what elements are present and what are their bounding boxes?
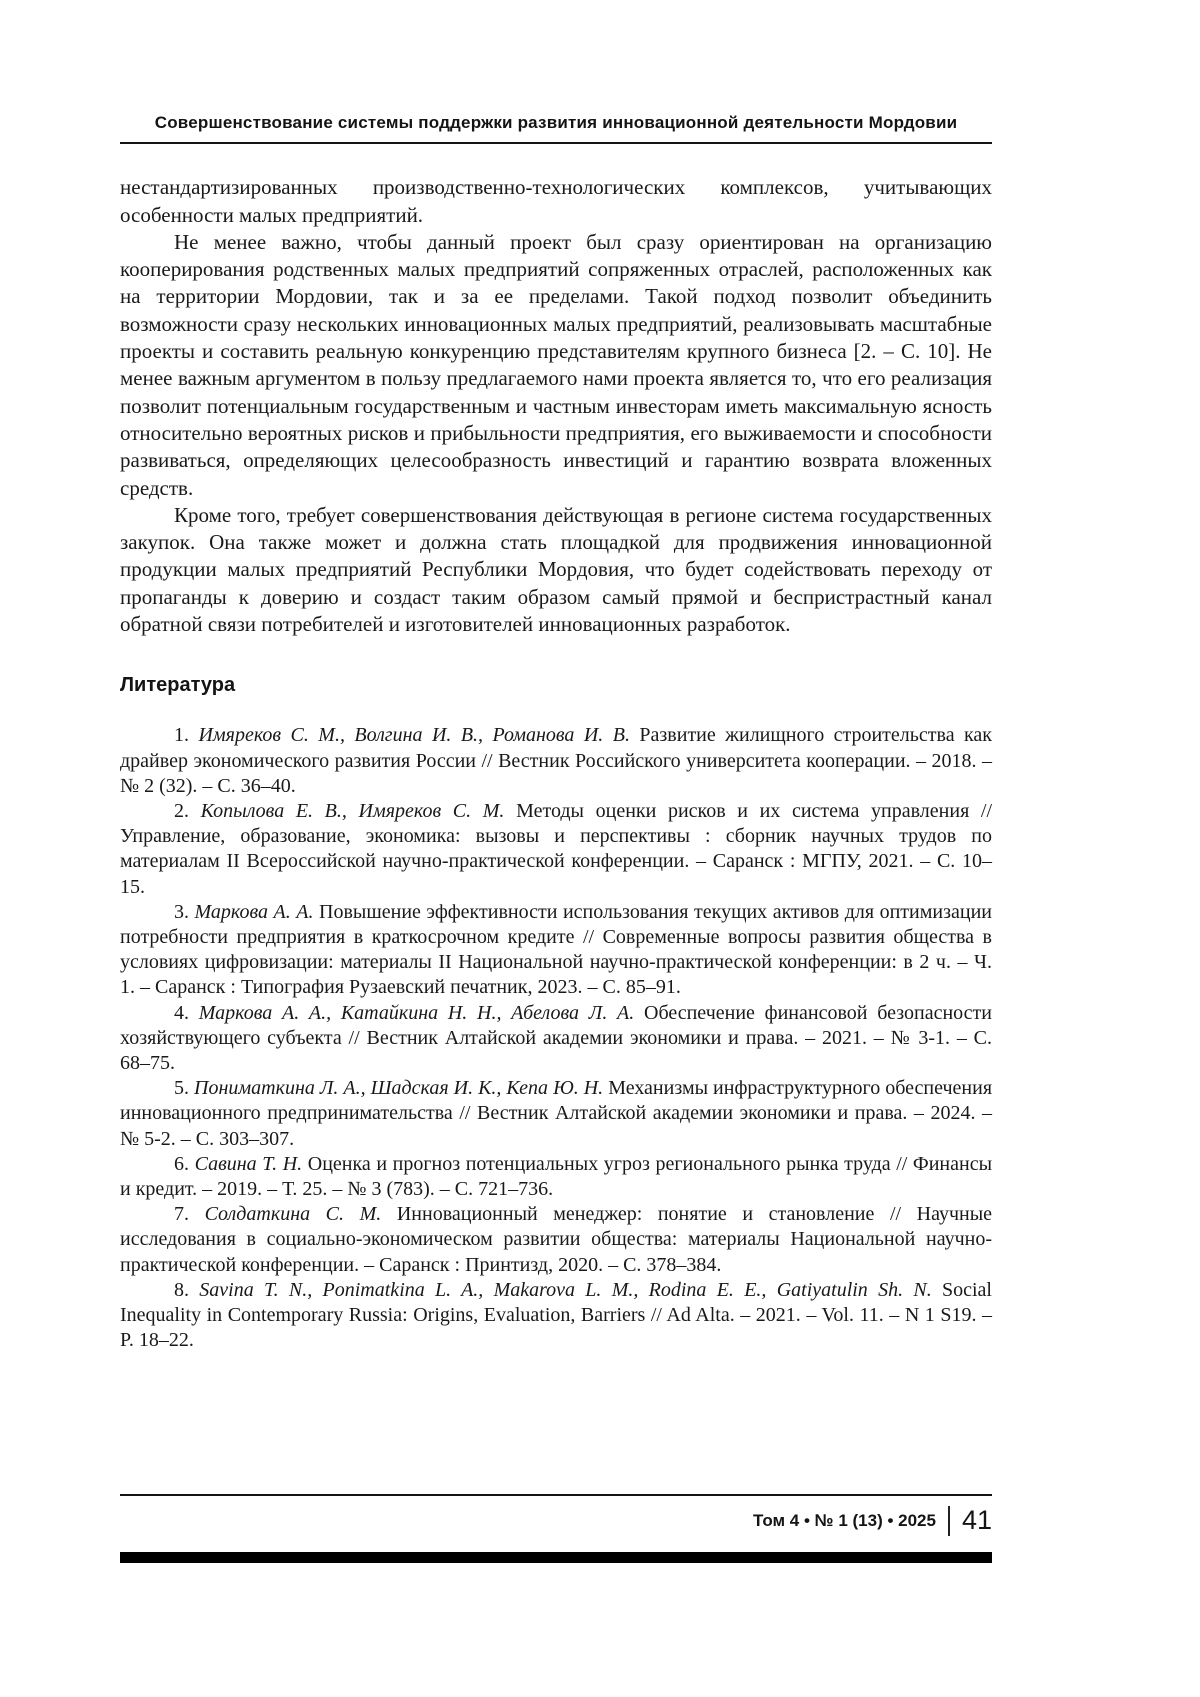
reference-number: 8. [174,1278,189,1301]
reference-item-5 [120,1076,992,1152]
reference-text: Развитие жилищного строительства как драйвер экономического развития России // Вестник Российского университета кооперации. – 2018. – № 2 (32). – С. 36–40. [120,724,993,797]
reference-number: 6. [174,1152,189,1175]
reference-number: 7. [174,1203,189,1226]
running-title: Совершенствование системы поддержки развития инновационной деятельности Мордовии [154,113,958,132]
reference-authors: Savina T. N., Ponimatkina L. A., Makarova L. M., Rodina E. E., Gatiyatulin Sh. N. [199,1278,932,1301]
reference-text: Повышение эффективности использования текущих активов для оптимизации потребности предприятия в краткосрочном кредите // Современные вопросы развития общества в условиях цифровизации: материалы II Национальной научно-практической конференции: в 2 ч. – Ч. 1. – Саранск : Типография Рузаевский печатник, 2023. – С. 85–91. [120,900,992,999]
issue-info: Том 4 • № 1 (13) • 2025 [753,1510,936,1530]
footer-line [120,1505,992,1536]
reference-authors: Имяреков С. М., Волгина И. В., Романова И. В. [198,724,630,747]
section-heading-literature: Литература [120,674,236,697]
reference-authors: Маркова А. А. [194,900,314,923]
reference-number: 2. [174,799,189,822]
reference-item-4 [120,1001,992,1077]
reference-text: Оценка и прогноз потенциальных угроз регионального рынка труда // Финансы и кредит. – 2019. – Т. 25. – № 3 (783). – С. 721–736. [120,1152,993,1200]
reference-text: Инновационный менеджер: понятие и становление // Научные исследования в социально-экономическом развитии общества: материалы Национальной научно-практической конференции. – Саранск : Принтизд, 2020. – С. 378–384. [120,1203,993,1276]
reference-number: 4. [174,1001,189,1024]
reference-text: Методы оценки рисков и их система управления // Управление, образование, экономика: вызовы и перспективы : сборник научных трудов по материалам II Всероссийской научно-практической конференции. – Саранск : МГПУ, 2021. – С. 10–15. [120,799,993,898]
reference-number: 5. [174,1077,189,1100]
reference-authors: Копылова Е. В., Имяреков С. М. [200,799,505,822]
page-number: 41 [961,1505,992,1535]
reference-item-8 [120,1278,992,1354]
body-paragraph-2: Не менее важно, чтобы данный проект был сразу ориентирован на организацию кооперирования родственных малых предприятий сопряженных отраслей, расположенных как на территории Мордовии, так и за ее пределами. Такой подход позволит объединить возможности сразу нескольких инновационных малых предприятий, реализовывать масштабные проекты и составить реальную конкуренцию представителям крупного бизнеса [2. – С. 10]. Не менее важным аргументом в пользу предлагаемого нами проекта является то, что его реализация позволит потенциальным государственным и частным инвесторам иметь максимальную ясность относительно вероятных рисков и прибыльности предприятия, его выживаемости и способности развиваться, определяющих целесообразность инвестиций и гарантию возврата вложенных средств. [120,229,992,500]
body-paragraph-3: Кроме того, требует совершенствования действующая в регионе система государственных закупок. Она также может и должна стать площадкой для продвижения инновационной продукции малых предприятий Республики Мордовия, что будет содействовать переходу от пропаганды к доверию и создаст таким образом самый прямой и беспристрастный канал обратной связи потребителей и изготовителей инновационных разработок. [120,502,992,636]
reference-text: Social Inequality in Contemporary Russia: Origins, Evaluation, Barriers // Ad Alta. – 2021. – Vol. 11. – N 1 S19. – P. 18–22. [120,1278,992,1352]
page-footer [120,1494,992,1536]
reference-authors: Маркова А. А., Катайкина Н. Н., Абелова Л. А. [198,1001,635,1024]
reference-text: Обеспечение финансовой безопасности хозяйствующего субъекта // Вестник Алтайской академии экономики и права. – 2021. – № 3-1. – С. 68–75. [120,1001,992,1074]
reference-item-6 [120,1152,992,1202]
reference-text: Механизмы инфраструктурного обеспечения инновационного предпринимательства // Вестник Алтайской академии экономики и права. – 2024. – № 5-2. – С. 303–307. [120,1077,993,1150]
body-paragraph-1: нестандартизированных производственно-технологических комплексов, учитывающих особенности малых предприятий. [120,175,992,227]
reference-authors: Савина Т. Н. [194,1152,303,1175]
reference-number: 3. [174,900,189,923]
page-content [120,0,992,1353]
footer-divider [948,1506,950,1536]
reference-authors: Пониматкина Л. А., Шадская И. К., Кепа Ю. Н. [194,1077,604,1100]
reference-item-2 [120,799,992,900]
bottom-bar [120,1552,992,1563]
reference-item-1 [120,723,992,799]
reference-number: 1. [174,724,189,747]
references-list [120,723,992,1353]
reference-authors: Солдаткина С. М. [204,1203,382,1226]
header-rule [120,142,992,144]
reference-item-7 [120,1202,992,1278]
reference-item-3 [120,900,992,1001]
footer-rule [120,1494,992,1496]
